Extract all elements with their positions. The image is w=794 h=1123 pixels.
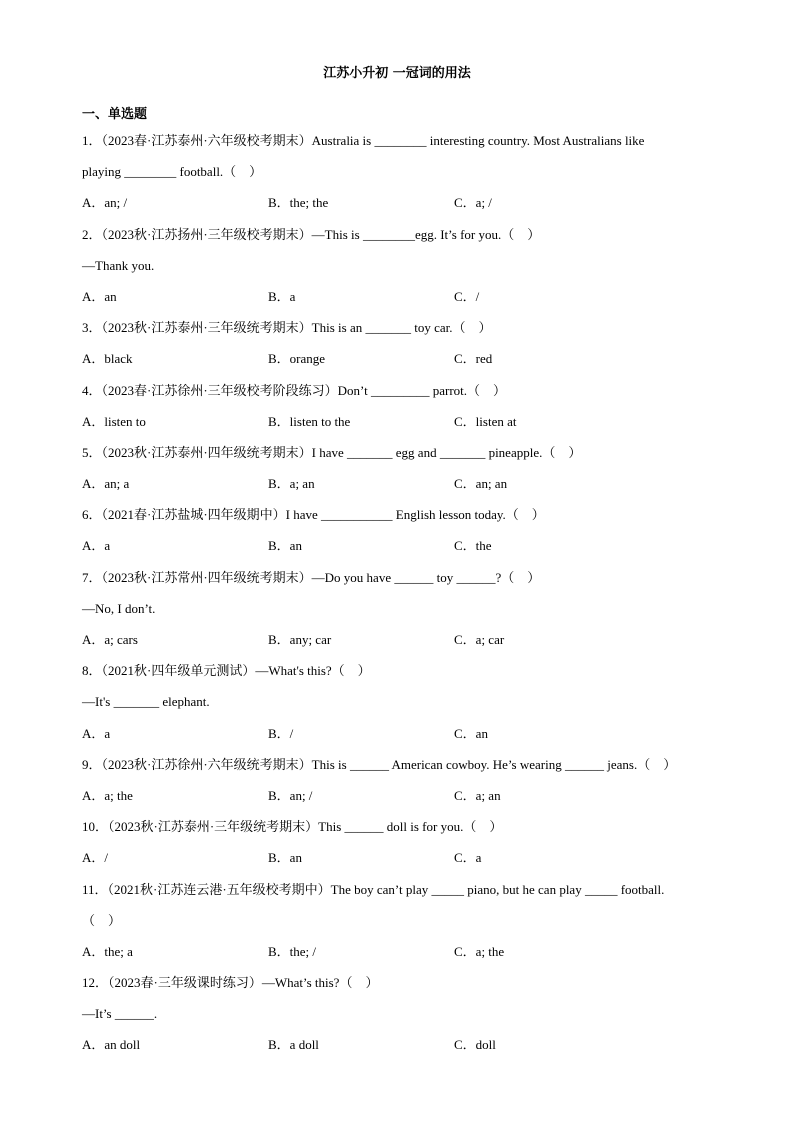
answer-option-b[interactable]: B．an	[268, 538, 302, 554]
answer-option-a[interactable]: A．an; a	[82, 476, 130, 492]
answer-option-b[interactable]: B．an	[268, 850, 302, 866]
answer-option-c[interactable]: C．a	[454, 850, 482, 866]
answer-option-a[interactable]: A．a; cars	[82, 632, 138, 647]
question-item	[82, 749, 722, 811]
question-item	[82, 125, 722, 219]
question-item	[82, 312, 722, 374]
answer-options	[82, 406, 722, 437]
answer-option-c[interactable]: C．a; an	[454, 787, 501, 803]
question-text-continued: —Thank you.	[82, 257, 155, 273]
answer-option-c[interactable]: C．a; car	[454, 632, 505, 647]
answer-options	[82, 718, 722, 749]
question-text-continued: （ ）	[82, 912, 122, 928]
question-text: 12．（2023春·三年级课时练习）—What’s this?（ ）	[82, 975, 379, 991]
question-text: 8．（2021秋·四年级单元测试）—What's this?（ ）	[82, 663, 371, 679]
answer-option-b[interactable]: B．a; an	[268, 476, 315, 492]
question-item	[82, 562, 722, 656]
question-text: 7．（2023秋·江苏常州·四年级统考期末）—Do you have ______ toy ______?（ ）	[82, 569, 541, 585]
question-text-continued: —No, I don’t.	[82, 600, 156, 616]
answer-option-c[interactable]: C．doll	[454, 1037, 496, 1053]
question-text: 3．（2023秋·江苏泰州·三年级统考期末）This is an _______ toy car.（ ）	[82, 320, 492, 336]
answer-option-b[interactable]: B．an; /	[268, 787, 313, 803]
answer-option-b[interactable]: B．listen to the	[268, 413, 351, 429]
question-item	[82, 437, 722, 499]
answer-option-a[interactable]: A．an; /	[82, 195, 128, 211]
answer-option-a[interactable]: A．a; the	[82, 787, 133, 803]
answer-options	[82, 624, 722, 655]
answer-option-c[interactable]: C．an; an	[454, 476, 508, 492]
question-text: 2．（2023秋·江苏扬州·三年级校考期末）—This is ________egg. It’s for you.（ ）	[82, 226, 541, 242]
answer-option-b[interactable]: B．a doll	[268, 1037, 319, 1053]
answer-option-a[interactable]: A．an doll	[82, 1037, 141, 1053]
answer-options	[82, 530, 722, 561]
question-text-continued: —It's _______ elephant.	[82, 694, 210, 710]
answer-option-b[interactable]: B．/	[268, 725, 294, 741]
question-text-continued: playing ________ football.（ ）	[82, 164, 263, 180]
answer-option-a[interactable]: A．a	[82, 538, 111, 554]
question-text: 1．（2023春·江苏泰州·六年级校考期末）Australia is ________ interesting country. Most Australians like	[82, 133, 645, 148]
answer-options	[82, 780, 722, 811]
answer-option-c[interactable]: C．listen at	[454, 413, 517, 429]
answer-option-b[interactable]: B．the; the	[268, 195, 329, 211]
question-text-continued: —It’s ______.	[82, 1006, 158, 1022]
question-item	[82, 967, 722, 1061]
answer-option-a[interactable]: A．an	[82, 288, 117, 304]
answer-option-b[interactable]: B．a	[268, 288, 296, 304]
question-item	[82, 874, 722, 968]
answer-options	[82, 281, 722, 312]
answer-options	[82, 187, 722, 218]
answer-options	[82, 936, 722, 967]
question-text: 11．（2021秋·江苏连云港·五年级校考期中）The boy can’t play _____ piano, but he can play _____ football.	[82, 881, 665, 897]
answer-options	[82, 468, 722, 499]
answer-option-c[interactable]: C．the	[454, 538, 492, 554]
answer-options	[82, 343, 722, 374]
question-text: 4．（2023春·江苏徐州·三年级校考阶段练习）Don’t _________ parrot.（ ）	[82, 382, 507, 398]
answer-option-c[interactable]: C．an	[454, 725, 488, 741]
page-title: 江苏小升初 一冠词的用法	[323, 66, 471, 81]
question-text: 5．（2023秋·江苏泰州·四年级统考期末）I have _______ egg and _______ pineapple.（ ）	[82, 444, 582, 460]
question-item	[82, 655, 722, 749]
answer-option-c[interactable]: C．red	[454, 351, 493, 367]
answer-option-a[interactable]: A．listen to	[82, 413, 146, 429]
answer-option-c[interactable]: C．a; the	[454, 943, 505, 959]
section-heading: 一、单选题	[82, 107, 148, 122]
question-item	[82, 375, 722, 437]
answer-options	[82, 1029, 722, 1060]
question-list	[82, 125, 722, 1061]
answer-option-a[interactable]: A．black	[82, 351, 133, 367]
answer-option-b[interactable]: B．orange	[268, 351, 326, 367]
question-item	[82, 499, 722, 561]
answer-options	[82, 842, 722, 873]
question-item	[82, 219, 722, 313]
question-text: 6．（2021春·江苏盐城·四年级期中）I have ___________ English lesson today.（ ）	[82, 507, 545, 523]
answer-option-c[interactable]: C．a; /	[454, 195, 492, 211]
question-text: 10．（2023秋·江苏泰州·三年级统考期末）This ______ doll is for you.（ ）	[82, 819, 503, 835]
question-item	[82, 811, 722, 873]
question-text: 9．（2023秋·江苏徐州·六年级统考期末）This is ______ American cowboy. He’s wearing ______ jeans.（ ）	[82, 756, 677, 772]
answer-option-a[interactable]: A．the; a	[82, 943, 133, 959]
answer-option-b[interactable]: B．the; /	[268, 943, 317, 959]
answer-option-b[interactable]: B．any; car	[268, 632, 332, 647]
answer-option-a[interactable]: A．a	[82, 725, 111, 741]
answer-option-a[interactable]: A．/	[82, 850, 109, 866]
answer-option-c[interactable]: C．/	[454, 288, 480, 304]
